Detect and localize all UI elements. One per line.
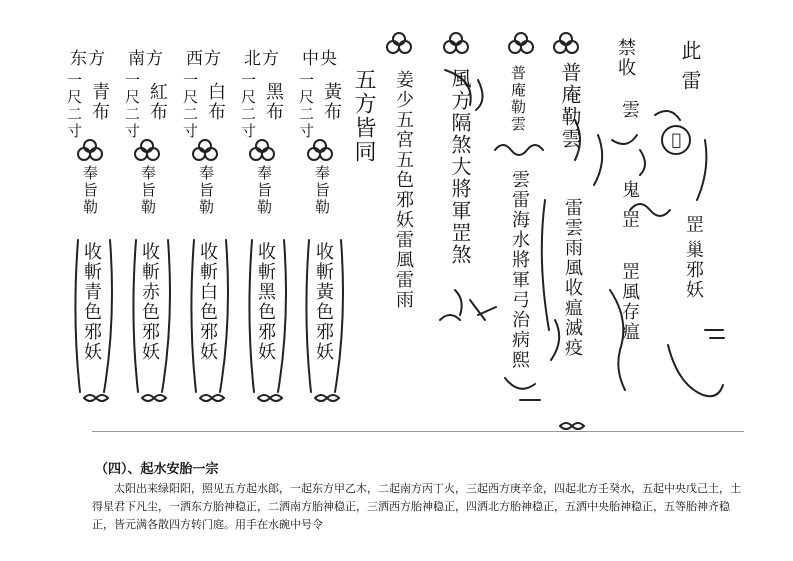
talisman-char: 禁收: [615, 38, 636, 78]
talisman-char: 罡: [619, 210, 640, 230]
clover-icon: [387, 33, 411, 53]
talisman-char: 罡: [683, 215, 704, 235]
direction-label: 东方: [70, 49, 106, 69]
talisman-body: 收斬赤色邪妖: [139, 242, 160, 362]
order-label: 奉旨勒: [81, 165, 99, 216]
section-divider: [92, 431, 744, 432]
talisman-text: 雲雷海水將軍弓治病熙: [509, 170, 530, 370]
clover-icon: [554, 33, 578, 53]
talisman-char: 雷: [678, 70, 702, 92]
talisman-text: 普庵勒雲: [558, 62, 582, 150]
clover-icon: [308, 140, 332, 160]
order-label: 奉旨勒: [255, 165, 273, 216]
talisman-body: 收斬白色邪妖: [197, 242, 218, 362]
cloth-label: 白布: [205, 82, 226, 122]
talisman-seal: 𡇨: [667, 130, 686, 151]
talisman-text: 普庵勒雲: [509, 65, 527, 133]
talisman-char: 雲: [619, 100, 640, 120]
talisman-body: 收斬青色邪妖: [81, 242, 102, 362]
size-label: 一尺二寸: [239, 72, 257, 140]
direction-label: 北方: [244, 49, 280, 69]
size-label: 一尺二寸: [123, 72, 141, 140]
section-body: 太阳出来绿阳阳，照见五方起水郎，一起东方甲乙木，二起南方丙丁火，三起西方庚辛金，四起北方壬癸水，五起中央戊己土，土得星君下凡尘，一洒东方胎神稳正，二洒南方胎神稳正，三洒西方胎神稳正，四洒北方胎神稳正，五洒中央胎神稳正，五等胎神齐稳正，皆元满各散四方转门庭。用手在水碗中号令: [92, 482, 741, 531]
clover-icon: [444, 33, 468, 53]
direction-label: 南方: [128, 49, 164, 69]
cloth-label: 黑布: [263, 82, 284, 122]
cloth-label: 紅布: [147, 82, 168, 122]
talisman-text: 雷雲雨風收瘟滅疫: [562, 198, 583, 358]
talisman-body: 收斬黃色邪妖: [313, 242, 334, 362]
talisman-char: 此: [678, 40, 702, 62]
talisman-text: 巢邪妖: [683, 240, 704, 300]
clover-icon: [135, 140, 159, 160]
order-label: 奉旨勒: [197, 165, 215, 216]
order-label: 奉旨勒: [313, 165, 331, 216]
clover-icon: [509, 33, 533, 53]
size-label: 一尺二寸: [181, 72, 199, 140]
clover-icon: [193, 140, 217, 160]
size-label: 一尺二寸: [297, 72, 315, 140]
talisman-body: 收斬黑色邪妖: [255, 242, 276, 362]
direction-label: 西方: [186, 49, 222, 69]
order-label: 奉旨勒: [139, 165, 157, 216]
talisman-text: 姜少五宮五色邪妖雷風雷雨: [393, 70, 414, 310]
clover-icon: [250, 140, 274, 160]
section-heading: （四）、起水安胎一宗: [95, 462, 219, 477]
talisman-char: 鬼: [619, 180, 640, 200]
talisman-text: 風方隔煞大將軍罡煞: [448, 68, 472, 266]
clover-icon: [78, 140, 102, 160]
cloth-label: 黃布: [321, 82, 342, 122]
direction-label: 中央: [302, 49, 338, 69]
talisman-text: 五方皆同: [351, 68, 376, 164]
size-label: 一尺二寸: [65, 72, 83, 140]
cloth-label: 青布: [89, 82, 110, 122]
talisman-text: 罡風存瘟: [619, 262, 640, 342]
